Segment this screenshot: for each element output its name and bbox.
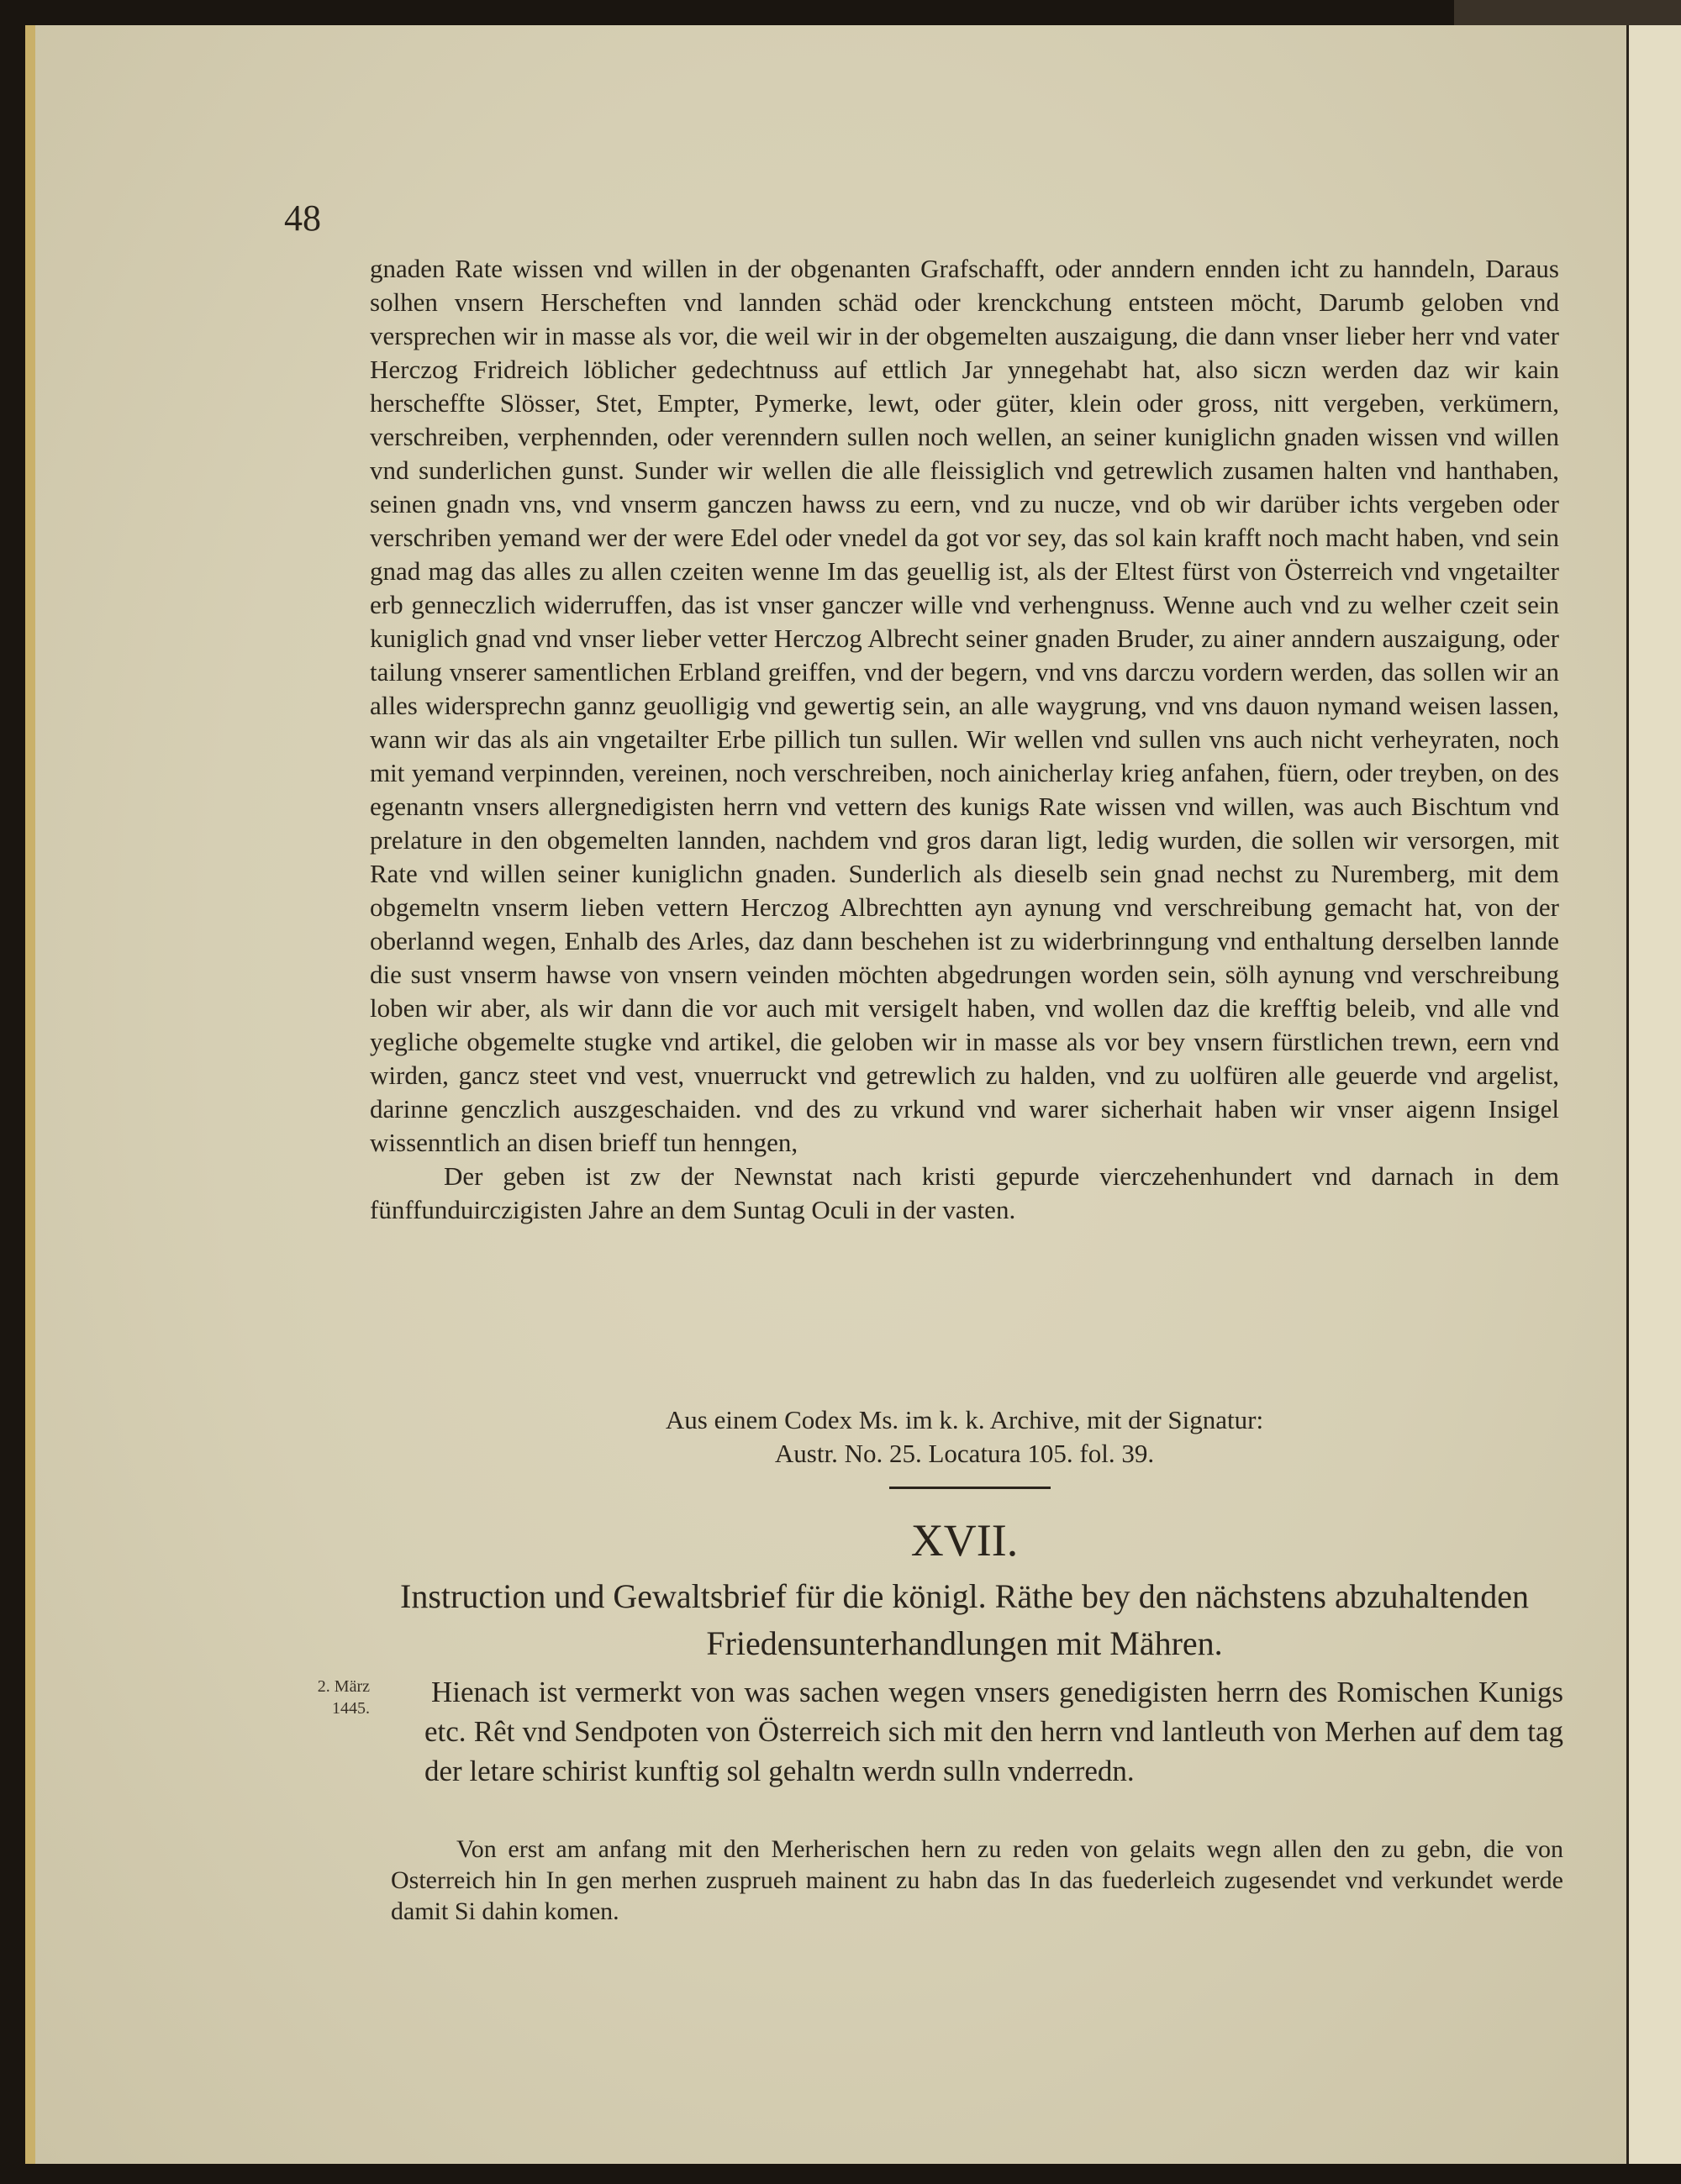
marginal-date-day: 2. März [317,1677,370,1696]
page-number: 48 [284,197,321,239]
section-divider [889,1487,1051,1489]
adjacent-page-edge [1626,25,1681,2164]
section-number: XVII. [910,1515,1019,1566]
scan-corner-mark [1454,0,1681,25]
source-line-2: Austr. No. 25. Locatura 105. fol. 39. [774,1439,1155,1468]
source-line-1: Aus einem Codex Ms. im k. k. Archive, mit der Signatur: [665,1405,1264,1434]
dated-line: Der geben ist zw der Newnstat nach kristi gepurde vierczehenhundert vnd darnach in dem fünffunduirczigisten Jahre an dem Suntag Oculi in der vasten. [370,1161,1559,1224]
final-paragraph: Von erst am anfang mit den Merherischen hern zu reden von gelaits wegn allen den zu gebn, die von Osterreich hin In gen merhen zusprueh mainent zu habn das In das fuederleich zugesendet vnd verkundet werde damit Si dahin komen. [391,1835,1563,1925]
main-paragraph: gnaden Rate wissen vnd willen in der obgenanten Grafschafft, oder anndern ennden icht zu hanndeln, Daraus solhen vnsern Herscheften vnd lannden schäd oder krenckchung entsteen möcht, Darumb geloben vnd versprechen wir in masse als vor, die weil wir in der obgemelten auszaigung, die dann vnser lieber herr vnd vater Herczog Fridreich löblicher gedechtnuss auf ettlich Jar ynnegehabt hat, also siczn werden daz wir kain herscheffte Slösser, Stet, Empter, Pymerke, lewt, oder güter, klein oder gross, nitt vergeben, verkümern, verschreiben, verphennden, oder verenndern sullen noch wellen, an seiner kuniglichn gnaden wissen vnd willen vnd sunderlichen gunst. Sunder wir wellen die alle fleissiglich vnd getrewlich zusamen halten vnd hanthaben, seinen gnadn vns, vnd vnserm ganczen hawss zu eern, vnd zu nucze, vnd ob wir darüber ichts vergeben oder verschriben yemand wer der were Edel oder vnedel da got vor sey, das sol kain krafft noch macht haben, vnd sein gnad mag das alles zu allen czeiten wenne Im das geuellig ist, als der Eltest fürst von Österreich vnd vngetailter erb genneczlich widerruffen, das ist vnser ganczer wille vnd verhengnuss. Wenne auch vnd zu welher czeit sein kuniglich gnad vnd vnser lieber vetter Herczog Albrecht seiner gnaden Bruder, zu ainer anndern auszaigung, oder tailung vnserer samentlichen Erbland greiffen, vnd der begern, vnd vns darczu vordern werden, das sollen wir an alles widersprechn gannz geuolligig vnd gewertig sein, an alle waygrung, vnd vns dauon nymand weisen lassen, wann wir das als ain vngetailter Erbe pillich tun sullen. Wir wellen vnd sullen vns auch nicht verheyraten, noch mit yemand verpinnden, vereinen, noch verschreiben, noch ainicherlay krieg anfahen, füern, oder treyben, on des egenantn vnsers allergnedigisten herrn vnd vettern des kunigs Rate wissen vnd willen, was auch Bischtum vnd prelature in den obgemelten lannden, nachdem vnd gros daran ligt, ledig wurden, die sollen wir versorgen, mit Rate vnd willen seiner kuniglichn gnaden. Sunderlich als dieselb sein gnad nechst zu Nuremberg, mit dem obgemeltn vnserm lieben vettern Herczog Albrechtten ayn aynung vnd verschreibung gemacht hat, von der oberlannd wegen, Enhalb des Arles, daz dann beschehen ist zu widerbrinngung vnd enthaltung derselben lannde die sust vnserm hawse von vnsern veinden möchten abgedrungen worden sein, sölh aynung vnd verschreibung loben wir aber, als wir dann die vor auch mit versigelt haben, vnd wollen daz die krefftig beleib, vnd alle vnd yegliche obgemelte stugke vnd artikel, die geloben wir in masse als vor bey vnsern fürstlichen trewn, eern vnd wirden, gancz steet vnd vest, vnuerruckt vnd getrewlich zu halden, vnd zu uolfüren alle geuerde vnd argelist, darinne genczlich auszgeschaiden. vnd des zu vrkund vnd warer sicherhait haben wir vnser aigenn Insigel wissenntlich an disen brieff tun henngen, [370,254,1559,1157]
section-title: Instruction und Gewaltsbrief für die königl. Räthe bey den nächstens abzuhaltenden Friedensunterhandlungen mit Mähren. [400,1577,1529,1662]
main-text-block [370,252,1559,1227]
marginal-date [277,1676,370,1719]
marginal-date-year: 1445. [332,1699,370,1718]
instruction-paragraph: Hienach ist vermerkt von was sachen wegen vnsers genedigisten herrn des Romischen Kunigs etc. Rêt vnd Sendpoten von Österreich sich mit den herrn vnd lantleuth von Merhen auf dem tag der letare schirist kunftig sol gehaltn werdn sulln vnderredn. [424,1676,1563,1787]
